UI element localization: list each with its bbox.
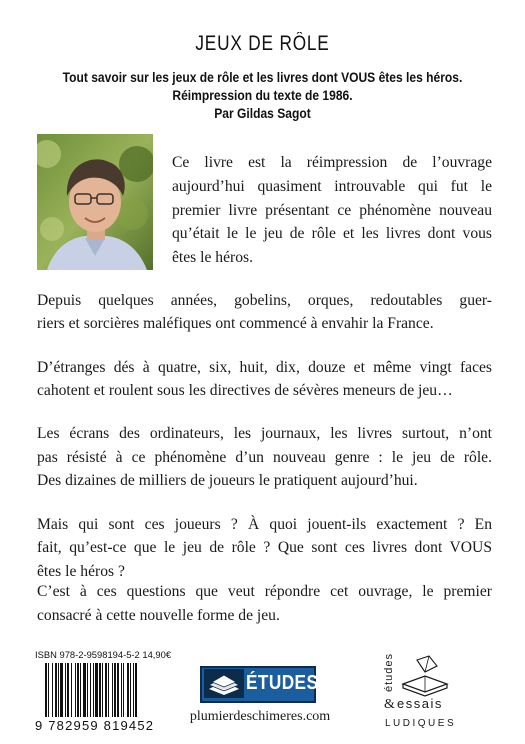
p2-line-1: D’étranges dés à quatre, six, huit, dix, douze et même vingt faces (37, 359, 492, 376)
logo-essais: essais (397, 696, 443, 711)
isbn-line: ISBN 978-2-9598194-5-2 14,90€ (35, 649, 172, 660)
logo-etudes-vertical: études (383, 652, 395, 692)
p1-line-1: Depuis quelques années, gobelins, orques, redoutables guer- (37, 292, 492, 309)
etudes-publisher-badge (200, 666, 319, 703)
intro-line-2: aujourd’hui quasiment introuvable qui fut le (172, 178, 492, 195)
logo-ludiques: LUDIQUES (385, 718, 457, 729)
intro-line-3: premier livre présentant ce phénomène nouveau (172, 202, 492, 219)
p3-line-3: Des dizaines de milliers de joueurs le pratiquent aujourd’hui. (37, 472, 418, 489)
p3-line-2: pas résisté à ce phénomène d’un nouveau genre : le jeu de rôle. (37, 449, 492, 466)
book-stack-icon (204, 669, 244, 698)
website-link[interactable]: plumierdeschimeres.com (189, 709, 331, 724)
subtitle-line-2: Réimpression du texte de 1986. (172, 88, 353, 103)
book-title: JEUX DE RÔLE (195, 32, 330, 55)
p3-line-1: Les écrans des ordinateurs, les journaux, les livres surtout, n’ont (37, 425, 492, 442)
p1-line-2: riers et sorcières maléfiques ont commencé à envahir la France. (37, 315, 434, 332)
p4-line-2: fait, qu’est-ce que le jeu de rôle ? Que sont ces livres dont VOUS (37, 539, 492, 556)
barcode-bars (35, 663, 177, 719)
p4-line-3: êtes le héros ? (37, 563, 125, 580)
isbn-barcode (35, 649, 177, 733)
author-line: Par Gildas Sagot (214, 106, 311, 121)
logo-amp: & (384, 697, 395, 712)
author-photo (37, 134, 153, 270)
p2-line-2: cahotent et roulent sous les directives de sévères meneurs de jeu… (37, 382, 453, 399)
barcode-number: 9 782959 819452 (35, 718, 155, 733)
intro-line-1: Ce livre est la réimpression de l’ouvrage (172, 154, 492, 171)
etudes-essais-ludiques-logo (381, 646, 471, 736)
intro-line-5: êtes le héros. (172, 249, 253, 266)
subtitle-line-1: Tout savoir sur les jeux de rôle et les livres dont VOUS êtes les héros. (62, 70, 463, 85)
intro-line-4: qu’était le le jeu de rôle et les livres dont vous (172, 225, 492, 242)
etudes-label: ÉTUDES (246, 672, 319, 694)
p5-line-1: C’est à ces questions que veut répondre cet ouvrage, le premier (37, 583, 492, 600)
p4-line-1: Mais qui sont ces joueurs ? À quoi jouent-ils exactement ? En (37, 516, 492, 533)
p5-line-2: consacré à cette nouvelle forme de jeu. (37, 607, 280, 624)
